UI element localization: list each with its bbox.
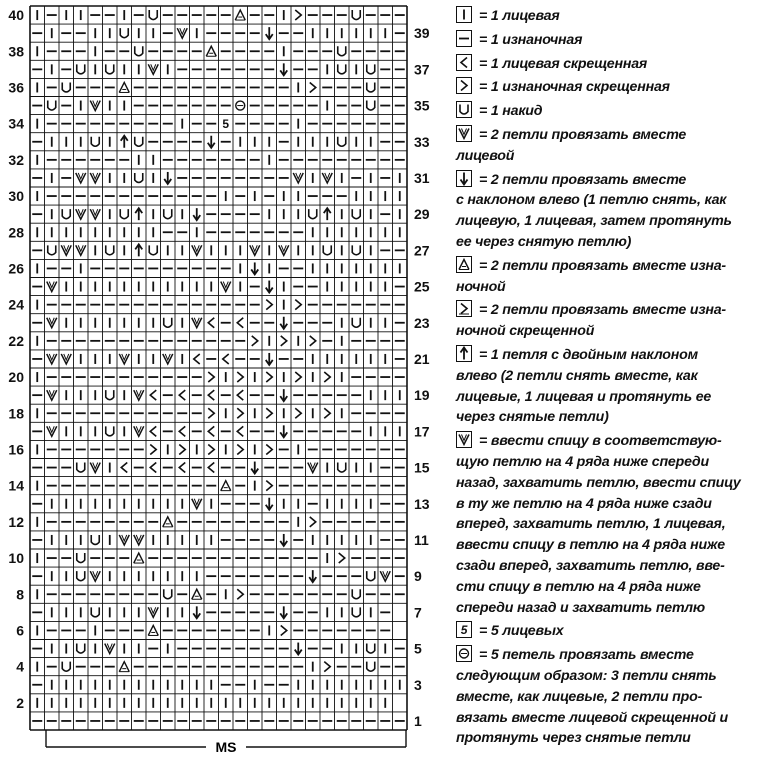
chart-row [32,389,400,401]
chart-row [37,408,405,418]
repeat-label: MS [215,739,237,755]
chart-mark [164,318,172,328]
row-number-right: 15 [414,459,430,476]
chart-mark [280,425,287,437]
row-number-left: 4 [16,658,24,675]
chart-row [37,10,405,20]
chart-mark [119,662,129,672]
chart-mark [310,517,316,527]
chart-mark [62,82,70,92]
chart-row [37,336,405,346]
chart-mark [266,498,273,510]
legend-text: = 2 петли провязать вместе с наклоном влево (1 петлю снять, как лицевую, 1 лицевая, затем протянуть ее через снятую петлю) [456,171,732,250]
chart-mark [367,64,375,74]
chart-mark [164,589,172,599]
chart-mark [208,136,215,148]
chart-mark [48,245,56,255]
chart-mark [77,644,85,654]
chart-mark [237,444,243,454]
row-number-right: 9 [414,568,422,585]
chart-mark [352,607,360,617]
chart-mark [324,408,330,418]
row-number-left: 16 [8,441,24,458]
fivetog-icon [456,645,472,662]
legend-item-p2togtbl [456,300,762,342]
legend-item-v [456,431,762,618]
chart-mark [61,245,71,255]
chart-mark [91,607,99,617]
chart-mark [90,209,100,219]
chart-mark [150,390,156,400]
chart-mark [367,101,375,111]
row-number-right: 27 [414,242,430,259]
chart-mark [237,318,243,328]
chart-mark [47,354,57,364]
row-number-left: 24 [8,296,24,313]
chart-mark [367,662,375,672]
chart-mark [461,623,468,637]
chart-mark [266,481,272,491]
row-number-left: 6 [16,622,24,639]
chart-mark [208,463,214,473]
chart-mark [91,535,99,545]
chart-mark [149,245,157,255]
chart-mark [149,10,157,19]
legend-item-yo [456,101,762,122]
purl-icon [456,30,472,47]
chart-row [32,172,400,184]
chart-mark [135,137,143,147]
chart-mark [310,336,316,346]
chart-mark [295,408,301,418]
chart-mark [222,117,229,131]
chart-mark [324,208,331,220]
chart-mark [295,300,301,310]
row-number-left: 40 [8,7,24,24]
chart-mark [281,336,287,346]
chart-row [37,481,405,491]
chart-row [37,698,385,708]
chart-mark [90,173,100,183]
chart-mark [177,28,187,38]
row-number-left: 14 [8,477,24,494]
legend-text: = 5 лицевых [479,623,564,640]
chart-mark [47,282,57,292]
knit-icon [456,6,472,23]
chart-grid [30,6,407,730]
chart-mark [208,444,214,454]
chart-mark [237,390,243,400]
chart-mark [236,101,245,110]
chart-mark [91,137,99,147]
chart-mark [352,10,360,19]
chart-mark [460,649,469,658]
chart-mark [90,101,100,111]
chart-mark [266,444,272,454]
chart-mark [295,10,301,20]
row-number-left: 38 [8,43,24,60]
row-number-right: 31 [414,169,430,186]
chart-mark [206,46,216,56]
chart-mark [237,408,243,418]
chart-mark [459,435,469,445]
chart-mark [134,535,144,545]
chart-mark [121,463,127,473]
row-number-right: 1 [414,712,422,729]
legend-text: = 1 изнаночная [479,31,583,48]
row-number-right: 39 [414,25,430,42]
row-number-left: 20 [8,369,24,386]
chart-mark [266,408,272,418]
chart-mark [461,304,467,314]
chart-row [37,372,405,382]
chart-mark [221,481,231,491]
chart-mark [266,27,273,39]
chart-mark [280,63,287,75]
chart-row [37,589,405,599]
chart-mark [164,209,172,219]
legend-item-p2tog [456,256,762,298]
row-number-left: 18 [8,405,24,422]
p2tog-icon [456,256,472,273]
gt-icon [456,77,472,94]
chart-mark [194,354,200,364]
row-number-left: 22 [8,332,24,349]
chart-mark [192,318,202,328]
chart-mark [135,208,142,220]
chart-mark [135,244,142,256]
legend-item-ssk [456,170,762,253]
chart-mark [47,318,57,328]
row-number-left: 32 [8,151,24,168]
row-number-left: 12 [8,513,24,530]
row-number-right: 19 [414,387,430,404]
chart-mark [47,390,57,400]
chart-mark [266,300,272,310]
v-icon [456,431,472,448]
chart-mark [221,282,231,292]
row-number-right: 33 [414,133,430,150]
chart-mark [309,570,316,582]
chart-mark [148,607,158,617]
chart-row [37,553,405,563]
cdd-icon [456,345,472,362]
svg-text:5: 5 [222,117,230,132]
chart-mark [48,101,56,111]
chart-mark [192,589,202,599]
chart-mark [90,571,100,581]
chart-mark [148,625,158,635]
chart-mark [77,463,85,473]
chart-mark [250,245,260,255]
chart-mark [208,408,214,418]
chart-mark [77,64,85,74]
row-number-right: 5 [414,640,422,657]
chart-mark [179,390,185,400]
chart-mark [461,347,468,359]
chart-mark [280,534,287,546]
row-number-left: 28 [8,224,24,241]
chart-row [37,625,390,635]
row-number-right: 17 [414,423,430,440]
chart-row [32,606,390,618]
chart-mark [192,245,202,255]
chart-mark [106,245,114,255]
chart-row [32,208,400,220]
chart-mark [164,172,171,184]
row-number-right: 21 [414,350,430,367]
legend-text: = 2 петли провязать вместе изна- ночной [456,257,726,295]
chart-mark [280,317,287,329]
chart-mark [352,589,360,599]
chart-mark [120,209,128,219]
row-number-left: 2 [16,694,24,711]
chart-mark [179,426,185,436]
chart-mark [252,336,258,346]
row-number-left: 36 [8,79,24,96]
chart-mark [76,245,86,255]
chart-mark [193,208,200,220]
row-number-right: 11 [414,531,429,548]
legend-item-lt [456,54,762,75]
chart-mark [235,10,245,20]
chart-row [37,444,405,454]
chart-mark [352,318,360,328]
chart-mark [61,354,71,364]
legend-item-fivetog [456,645,762,749]
chart-mark [338,46,346,56]
chart-mark [62,662,70,672]
chart-row [37,46,405,56]
chart-mark [62,209,70,219]
chart-mark [208,372,214,382]
chart-mark [281,625,287,635]
chart-mark [150,426,156,436]
legend-text: = 1 изнаночная скрещенная [479,79,670,96]
chart-mark [324,662,330,672]
chart-mark [179,463,185,473]
chart-mark [367,571,375,581]
chart-mark [338,64,346,74]
chart-mark [106,390,114,400]
yo-icon [456,101,472,118]
chart-mark [76,173,86,183]
five-icon [456,621,472,638]
legend-text: = 2 петли провязать вместе изна- ночной скрещенной [456,302,726,340]
p2togtbl-icon [456,300,472,317]
chart-mark [148,64,158,74]
chart-row [37,82,405,92]
chart-mark [309,209,317,219]
legend-item-five [456,621,762,642]
row-number-right: 29 [414,206,430,223]
row-number-right: 3 [414,676,422,693]
row-number-left: 10 [8,550,24,567]
legend-text: = 1 лицевая [479,8,560,24]
chart-mark [119,82,129,92]
legend-text: = 2 петли провязать вместе лицевой [456,126,687,164]
chart-row [32,425,400,437]
chart-mark [77,571,85,581]
chart-mark [237,372,243,382]
chart-mark [461,57,467,67]
chart-mark [308,463,318,473]
chart-mark [295,372,301,382]
chart-mark [208,390,214,400]
chart-mark [266,281,273,293]
chart-mark [150,463,156,473]
legend-text: = ввести спицу в соответствую- щую петлю на 4 ряда ниже спереди назад, захватить петлю, ввести спицу в ту же петлю на 4 ряда ниже сзади вперед, захватить петлю, 1 лицевая, ввести спицу в петлю на 4 ряда ниже сзади вперед, захватить петлю, вве- сти спицу в петлю на 4 ряда ниже спереди назад и захватить петлю [456,433,741,616]
row-number-right: 35 [414,97,430,114]
chart-mark [459,128,469,138]
k2tog-icon [456,125,472,142]
chart-mark [293,173,303,183]
ssk-icon [456,170,472,187]
chart-mark [266,372,272,382]
chart-mark [208,426,214,436]
chart-mark [47,426,57,436]
legend-item-cdd [456,345,762,428]
row-number-right: 37 [414,61,430,78]
chart-mark [121,136,128,148]
chart-mark [279,245,289,255]
chart-mark [135,46,143,56]
chart-mark [352,209,360,219]
chart-mark [192,499,202,509]
chart-mark [338,137,346,147]
chart-mark [135,173,143,183]
chart-mark [77,553,85,563]
lt-icon [456,54,472,71]
chart-row [32,680,400,690]
chart-mark [266,353,273,365]
legend-item-gt [456,77,762,98]
chart-mark [237,589,243,599]
row-number-left: 26 [8,260,24,277]
chart-mark [134,553,144,563]
chart-mark [208,318,214,328]
chart-mark [367,82,375,92]
chart-mark [90,463,100,473]
chart-row [37,300,405,310]
svg-text:5: 5 [460,623,468,638]
chart-mark [106,426,114,436]
chart-mark [119,354,129,364]
chart-mark [459,259,469,269]
chart-mark [179,444,185,454]
chart-mark [106,64,114,74]
legend-item-k2tog [456,125,762,167]
chart-mark [105,644,115,654]
legend-text: = 5 петель провязать вместе следующим образом: 3 петли снять вместе, как лицевые, 2 петли про- вязать вместе лицевой скрещенной и протянуть через снятые петли [456,647,728,747]
legend-item-purl [456,30,762,51]
chart-mark [251,462,258,474]
chart-mark [223,354,229,364]
row-number-right: 25 [414,278,430,295]
chart-mark [134,426,144,436]
chart-mark [280,606,287,618]
chart-row [37,117,405,131]
legend-text: = 1 накид [479,103,543,120]
row-number-left: 30 [8,188,24,205]
chart-mark [460,105,468,115]
chart-mark [163,354,173,364]
chart-mark [367,644,375,654]
chart-mark [134,390,144,400]
chart-mark [251,262,258,274]
chart-mark [310,82,316,92]
row-number-left: 34 [8,115,24,132]
chart-mark [295,643,302,655]
chart-row [37,155,405,165]
chart-mark [380,571,390,581]
chart-mark [120,28,128,38]
chart-mark [352,245,360,255]
chart-mark [76,209,86,219]
chart-mark [324,372,330,382]
row-number-right: 7 [414,604,422,621]
chart-mark [163,517,173,527]
chart-mark [461,81,467,91]
legend-text: = 1 лицевая скрещенная [479,55,648,72]
chart-mark [119,535,129,545]
chart-mark [237,426,243,436]
row-number-left: 8 [16,586,24,603]
chart-row [37,517,405,527]
row-number-right: 13 [414,495,430,512]
chart-mark [461,172,468,184]
legend-item-knit [456,6,762,27]
chart-mark [322,173,332,183]
chart-mark [339,553,345,563]
legend [456,6,762,752]
chart-mark [323,245,331,255]
chart-mark [280,389,287,401]
chart-mark [150,444,156,454]
row-number-right: 23 [414,314,430,331]
legend-text: = 1 петля с двойным наклоном влево (2 петли снять вместе, как лицевые, 1 лицевая и протянуть ее через снятые петли) [456,346,712,426]
chart-mark [338,463,346,473]
chart-row [37,662,405,672]
chart-mark [193,606,200,618]
